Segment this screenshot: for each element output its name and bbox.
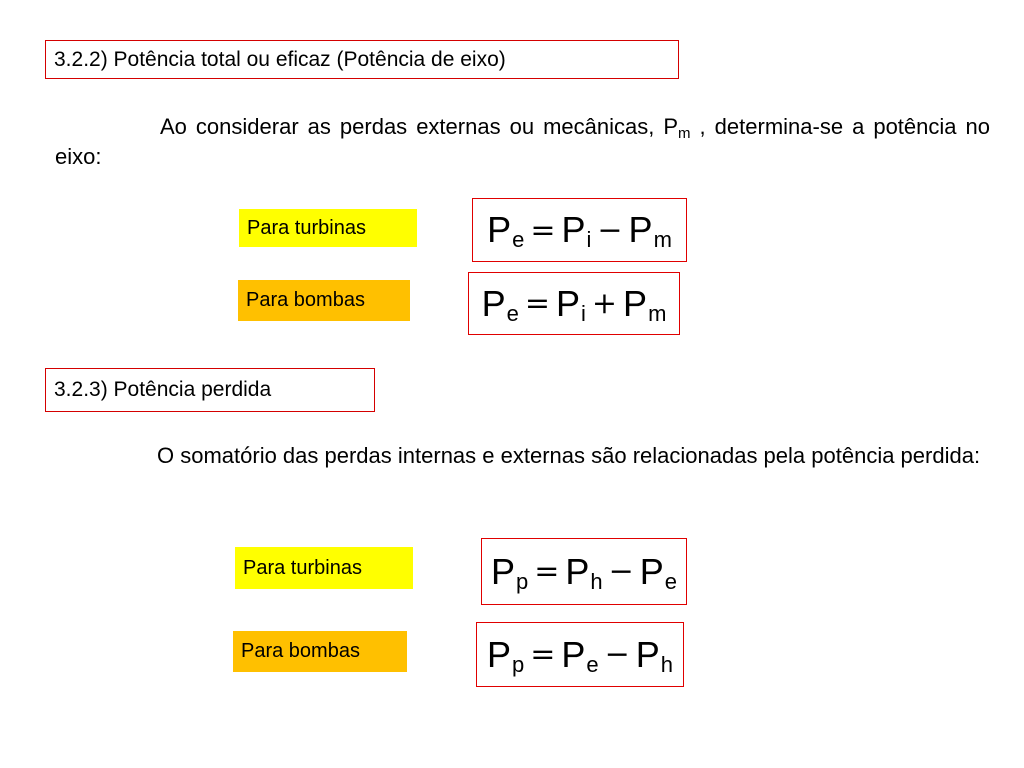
eq-operator: = xyxy=(530,637,556,672)
section-heading-lost-power xyxy=(45,368,375,412)
eq-symbol: P xyxy=(565,550,590,592)
eq-subscript: p xyxy=(511,651,525,677)
section-heading-text: 3.2.2) Potência total ou eficaz (Potência de eixo) xyxy=(54,47,506,71)
eq-symbol: P xyxy=(561,633,586,675)
eq-operator: − xyxy=(608,554,634,589)
eq-symbol: P xyxy=(487,209,512,250)
paragraph-lost-power xyxy=(52,441,1007,471)
turbine-tag-label: Para turbinas xyxy=(243,556,362,579)
equation-shaft-power-pump xyxy=(468,272,680,335)
eq-subscript: e xyxy=(664,568,678,594)
eq-symbol: P xyxy=(556,282,581,324)
eq-subscript: i xyxy=(586,227,592,252)
eq-subscript: e xyxy=(512,227,525,252)
paragraph-subscript: m xyxy=(678,125,691,142)
eq-subscript: e xyxy=(586,651,599,677)
equation-lost-power-pump xyxy=(476,622,684,687)
eq-symbol: P xyxy=(490,550,515,592)
turbine-tag-label: Para turbinas xyxy=(247,216,366,239)
turbine-tag xyxy=(235,547,413,589)
eq-operator: − xyxy=(604,637,630,672)
eq-subscript: h xyxy=(660,651,674,677)
pump-tag xyxy=(233,631,407,672)
eq-symbol: P xyxy=(635,633,660,675)
pump-tag-label: Para bombas xyxy=(241,640,360,662)
eq-subscript: h xyxy=(590,568,603,594)
turbine-tag xyxy=(239,209,417,247)
eq-operator: + xyxy=(591,286,618,321)
eq-operator: = xyxy=(534,554,560,589)
eq-symbol: P xyxy=(486,633,511,675)
eq-operator: = xyxy=(530,212,556,248)
eq-symbol: P xyxy=(628,209,653,250)
section-heading-text: 3.2.3) Potência perdida xyxy=(54,378,272,401)
equation-shaft-power-turbine xyxy=(472,198,687,262)
eq-subscript: m xyxy=(653,227,672,252)
eq-operator: = xyxy=(524,286,550,321)
eq-symbol: P xyxy=(639,550,664,592)
equation-lost-power-turbine xyxy=(481,538,687,605)
eq-symbol: P xyxy=(623,282,648,324)
eq-subscript: e xyxy=(506,300,519,326)
eq-symbol: P xyxy=(561,209,586,250)
eq-subscript: m xyxy=(648,300,667,326)
paragraph-text: O somatório das perdas internas e externas são relacionadas pela potência perdida: xyxy=(157,443,981,468)
eq-subscript: p xyxy=(515,568,529,594)
paragraph-text-end: , determina-se a potência no eixo: xyxy=(55,114,990,169)
eq-symbol: P xyxy=(481,282,506,324)
pump-tag xyxy=(238,280,410,321)
paragraph-text: Ao considerar as perdas externas ou mecânicas, P xyxy=(160,114,679,139)
paragraph-shaft-power xyxy=(55,112,990,172)
pump-tag-label: Para bombas xyxy=(246,289,365,311)
eq-subscript: i xyxy=(581,300,586,326)
section-heading-total-power xyxy=(45,40,679,79)
eq-operator: − xyxy=(597,212,623,248)
